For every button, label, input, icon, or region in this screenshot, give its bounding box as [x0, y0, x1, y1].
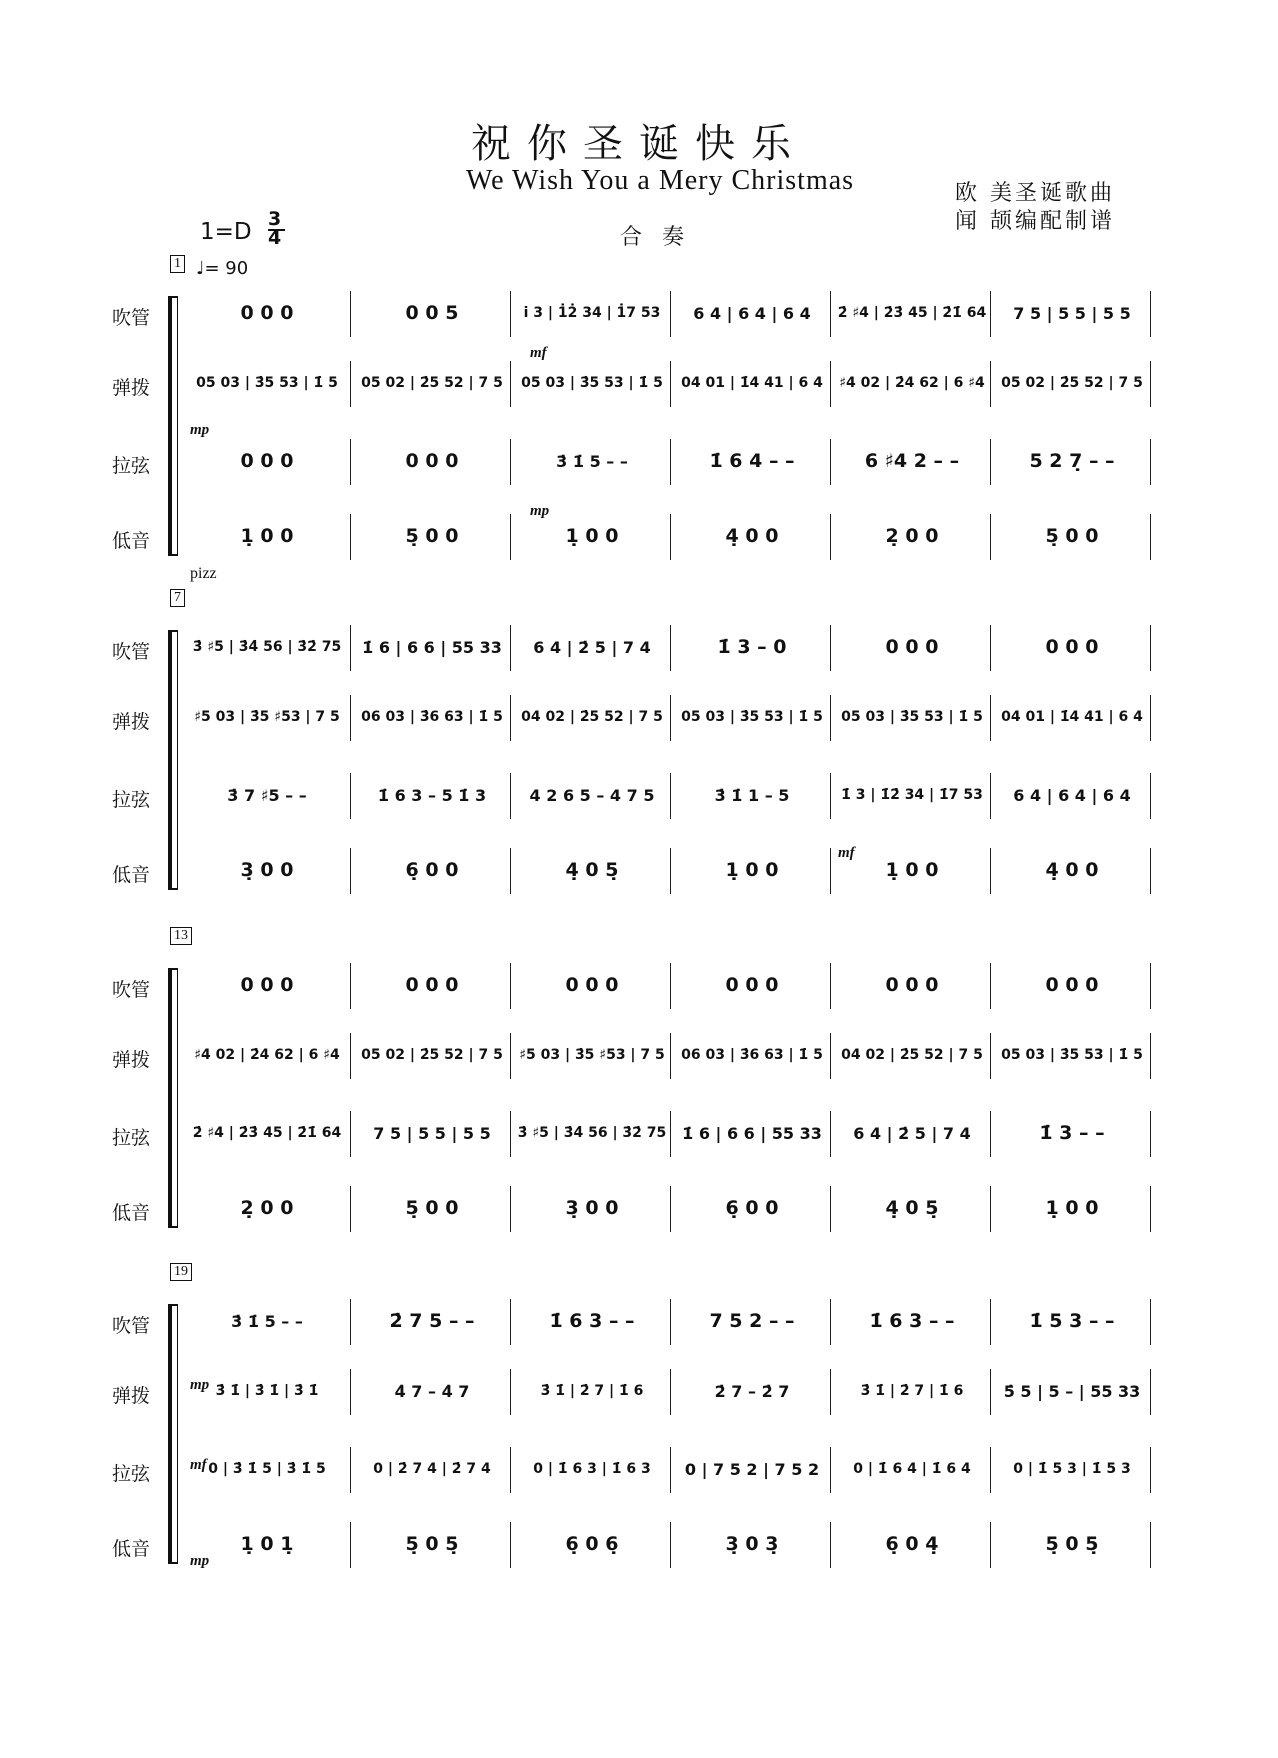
- barline: [990, 1186, 991, 1232]
- measure-notes: 2̇ ♯4 | 2̇3̇ 45 | 2̇1̇ 64: [837, 305, 987, 321]
- barline: [510, 625, 511, 671]
- measure-notes: 0 0 0: [405, 974, 459, 996]
- measure-notes: 0 | 2̇ 7 4 | 2̇ 7 4: [373, 1461, 491, 1477]
- time-signature: [268, 210, 281, 248]
- barline: [990, 1522, 991, 1568]
- measure-notes: 1̇ 6 3 – –: [869, 1310, 955, 1332]
- measure-notes: ♯5 03 | 3̇5 ♯53 | 7 5: [519, 1047, 665, 1063]
- barline: [510, 1369, 511, 1415]
- instrument-label: 低音: [112, 1538, 151, 1560]
- barline: [510, 1447, 511, 1493]
- instrument-label: 拉弦: [112, 789, 151, 811]
- barline: [1150, 1369, 1151, 1415]
- barline: [1150, 695, 1151, 741]
- measure-notes: 0 | 1̇ 5 3 | 1̇ 5 3: [1013, 1461, 1131, 1477]
- measure-notes: i̇ 3 | 1̇2̇ 34 | 1̇7 53: [523, 305, 661, 321]
- barline: [990, 773, 991, 819]
- barline: [670, 1186, 671, 1232]
- barline: [350, 773, 351, 819]
- dynamic-marking: mp: [530, 503, 550, 519]
- rehearsal-mark: 1: [170, 255, 185, 273]
- measure-notes: 6 4 | 6 4 | 6 4: [1013, 786, 1131, 805]
- barline: [830, 1447, 831, 1493]
- measure-notes: 1̣ 0 0: [885, 859, 939, 881]
- instrument-label: 拉弦: [112, 1127, 151, 1149]
- rehearsal-mark: 13: [170, 927, 192, 945]
- measure-notes: 2̣ 0 0: [885, 525, 939, 547]
- barline: [670, 439, 671, 485]
- measure-notes: 0 0 0: [240, 974, 294, 996]
- barline: [1150, 361, 1151, 407]
- barline: [350, 361, 351, 407]
- measure-notes: 04 02 | 2̇5 52 | 7 5: [841, 1047, 983, 1063]
- barline: [510, 1033, 511, 1079]
- measure-notes: 6̣ 0 0: [405, 859, 459, 881]
- measure-notes: 1̣ 0 0: [1045, 1197, 1099, 1219]
- measure-notes: 5̣ 0 5̣: [405, 1533, 459, 1555]
- measure-notes: 2̣ 0 0: [240, 1197, 294, 1219]
- barline: [830, 963, 831, 1009]
- barline: [1150, 625, 1151, 671]
- barline: [1150, 1186, 1151, 1232]
- measure-notes: 1̇ 3 | 1̇2̇ 34 | 1̇7 53: [841, 787, 983, 803]
- measure-notes: 6 4 | 2̇ 5 | 7 4: [853, 1124, 971, 1143]
- barline: [670, 1033, 671, 1079]
- barline: [510, 848, 511, 894]
- measure-notes: 05 03 | 3̇5 53 | 1̇ 5: [1001, 1047, 1143, 1063]
- barline: [510, 695, 511, 741]
- measure-notes: 5 2 7̣ – –: [1029, 450, 1115, 472]
- measure-notes: 4̣ 0 0: [725, 525, 779, 547]
- barline: [350, 291, 351, 337]
- measure-notes: 2̇ ♯4 | 2̇3̇ 45 | 2̇1̇ 64: [192, 1125, 342, 1141]
- system-bracket-inner: [177, 296, 178, 556]
- measure-notes: 6 ♯4 2 – –: [864, 450, 960, 472]
- measure-notes: 6̣ 0 0: [725, 1197, 779, 1219]
- measure-notes: 6 4 | 2̇ 5 | 7 4: [533, 638, 651, 657]
- key-signature: 1=D: [200, 219, 252, 245]
- credit-arranger: 闻 颉编配制谱: [955, 209, 1115, 234]
- barline: [830, 1111, 831, 1157]
- measure-notes: 4̣ 0 0: [1045, 859, 1099, 881]
- barline: [990, 1033, 991, 1079]
- barline: [350, 695, 351, 741]
- barline: [510, 1522, 511, 1568]
- measure-notes: 5̣ 0 5̣: [1045, 1533, 1099, 1555]
- instrument-label: 弹拨: [112, 1385, 151, 1407]
- system-bracket-inner: [177, 1304, 178, 1564]
- measure-notes: 3̇ ♯5 | 3̇4̇ 56 | 3̇2̇ 75: [517, 1125, 667, 1141]
- measure-notes: 04 01 | 1̇4 41 | 6 4: [1001, 709, 1143, 725]
- measure-notes: 3̇ 1̇ | 3̇ 1̇ | 3̇ 1̇: [215, 1383, 319, 1399]
- barline: [1150, 439, 1151, 485]
- measure-notes: 1̣ 0 0: [565, 525, 619, 547]
- time-denominator: 4: [268, 227, 282, 249]
- barline: [670, 361, 671, 407]
- barline: [670, 1111, 671, 1157]
- barline: [1150, 1033, 1151, 1079]
- barline: [350, 439, 351, 485]
- measure-notes: 05 03 | 3̇5 53 | 1̇ 5: [521, 375, 663, 391]
- dynamic-marking: mp: [190, 1553, 210, 1569]
- measure-notes: 1̇ 6 | 6 6 | 55 33: [682, 1124, 822, 1143]
- measure-notes: 7 5 | 5 5 | 5 5: [373, 1124, 491, 1143]
- barline: [830, 625, 831, 671]
- measure-notes: 3̇ 1̇ 5 – –: [556, 452, 628, 471]
- measure-notes: 7 5 2 – –: [709, 1310, 795, 1332]
- barline: [670, 291, 671, 337]
- measure-notes: 3̇ ♯5 | 3̇4̇ 56 | 3̇2̇ 75: [192, 639, 342, 655]
- measure-notes: 4 2 6 5 – 4 7 5: [529, 786, 655, 805]
- measure-notes: 05 03 | 3̇5 53 | 1̇ 5: [841, 709, 983, 725]
- barline: [350, 1369, 351, 1415]
- barline: [670, 514, 671, 560]
- measure-notes: 3̇ 1̇ | 2̇ 7 | 1̇ 6: [860, 1383, 964, 1399]
- measure-notes: 4̣ 0 5̣: [885, 1197, 939, 1219]
- tempo-marking: ♩= 90: [196, 258, 249, 279]
- barline: [1150, 514, 1151, 560]
- measure-notes: 0 | 3̇ 1̇ 5 | 3̇ 1̇ 5: [208, 1461, 326, 1477]
- barline: [350, 1447, 351, 1493]
- measure-notes: 3̇ 1̇ | 2̇ 7 | 1̇ 6: [540, 1383, 644, 1399]
- measure-notes: 3̇ 1̇ 1 – 5: [714, 786, 790, 805]
- instrument-label: 拉弦: [112, 455, 151, 477]
- barline: [990, 695, 991, 741]
- barline: [350, 1111, 351, 1157]
- barline: [670, 625, 671, 671]
- barline: [350, 1186, 351, 1232]
- barline: [510, 1111, 511, 1157]
- barline: [830, 291, 831, 337]
- measure-notes: 05 02 | 2̇5 52 | 7 5: [361, 1047, 503, 1063]
- measure-notes: 0 | 7 5 2 | 7 5 2: [684, 1460, 820, 1479]
- barline: [990, 625, 991, 671]
- measure-notes: 1̇ 6 | 6 6 | 55 33: [362, 638, 502, 657]
- measure-notes: 1̇ 3 – –: [1039, 1122, 1105, 1144]
- barline: [1150, 963, 1151, 1009]
- barline: [830, 848, 831, 894]
- measure-notes: 4̣ 0 5̣: [565, 859, 619, 881]
- measure-notes: 6̣ 0 6̣: [565, 1533, 619, 1555]
- dynamic-marking: mf: [530, 345, 547, 361]
- barline: [670, 848, 671, 894]
- measure-notes: 5̣ 0 0: [405, 525, 459, 547]
- measure-notes: ♯4 02 | 2̇4 62 | 6 ♯4: [839, 375, 985, 391]
- measure-notes: 1̇ 6 3 – –: [549, 1310, 635, 1332]
- barline: [830, 1369, 831, 1415]
- rehearsal-mark: 7: [170, 589, 185, 607]
- instrument-label: 弹拨: [112, 1049, 151, 1071]
- measure-notes: 3̣ 0 3̣: [725, 1533, 779, 1555]
- instrument-label: 弹拨: [112, 711, 151, 733]
- measure-notes: 0 0 5: [405, 302, 459, 324]
- measure-notes: 4̇ 7 – 4̇ 7: [394, 1382, 470, 1401]
- dynamic-marking: mp: [190, 422, 210, 438]
- system-bracket-inner: [177, 630, 178, 890]
- measure-notes: 0 0 0: [565, 974, 619, 996]
- barline: [990, 361, 991, 407]
- barline: [510, 773, 511, 819]
- title-english: We Wish You a Mery Christmas: [465, 165, 855, 196]
- measure-notes: 0 0 0: [240, 450, 294, 472]
- measure-notes: 1̣ 0 1̣: [240, 1533, 294, 1555]
- measure-notes: 06 03 | 3̇6 63 | 1̇ 5: [361, 709, 503, 725]
- measure-notes: 04 02 | 2̇5 52 | 7 5: [521, 709, 663, 725]
- measure-notes: 0 | 1̇ 6 4 | 1̇ 6 4: [853, 1461, 971, 1477]
- measure-notes: 5̣ 0 0: [1045, 525, 1099, 547]
- barline: [990, 1299, 991, 1345]
- measure-notes: 5̇ 5 | 5 – | 55 33: [1003, 1382, 1141, 1401]
- barline: [350, 1522, 351, 1568]
- barline: [830, 1186, 831, 1232]
- measure-notes: 1̇ 3 – 0: [717, 636, 787, 658]
- barline: [1150, 1447, 1151, 1493]
- barline: [510, 963, 511, 1009]
- measure-notes: 0 0 0: [1045, 636, 1099, 658]
- barline: [830, 361, 831, 407]
- measure-notes: 5̣ 0 0: [405, 1197, 459, 1219]
- measure-notes: 0 0 0: [885, 974, 939, 996]
- system-bracket-inner: [177, 968, 178, 1228]
- measure-notes: 1̣ 0 0: [240, 525, 294, 547]
- barline: [830, 1299, 831, 1345]
- instrument-label: 弹拨: [112, 377, 151, 399]
- dynamic-marking: mf: [190, 1457, 207, 1473]
- barline: [510, 1186, 511, 1232]
- barline: [830, 439, 831, 485]
- barline: [670, 1447, 671, 1493]
- barline: [1150, 291, 1151, 337]
- measure-notes: 0 0 0: [405, 450, 459, 472]
- barline: [1150, 1522, 1151, 1568]
- barline: [990, 848, 991, 894]
- measure-notes: 05 03 | 3̇5 53 | 1̇ 5: [681, 709, 823, 725]
- measure-notes: 0 0 0: [240, 302, 294, 324]
- instrument-label: 吹管: [112, 307, 151, 329]
- barline: [1150, 848, 1151, 894]
- barline: [350, 1033, 351, 1079]
- credit-origin: 欧 美圣诞歌曲: [955, 181, 1115, 206]
- instrument-label: 低音: [112, 530, 151, 552]
- measure-notes: 1̇ 6 4 – –: [709, 450, 795, 472]
- instrument-label: 吹管: [112, 979, 151, 1001]
- measure-notes: 05 02 | 2̇5 52 | 7 5: [361, 375, 503, 391]
- barline: [670, 695, 671, 741]
- instrument-label: 拉弦: [112, 1463, 151, 1485]
- subtitle-ensemble: 合奏: [620, 225, 705, 250]
- barline: [830, 514, 831, 560]
- barline: [990, 291, 991, 337]
- barline: [990, 1447, 991, 1493]
- measure-notes: 0 0 0: [725, 974, 779, 996]
- barline: [670, 1299, 671, 1345]
- barline: [990, 963, 991, 1009]
- barline: [670, 1522, 671, 1568]
- barline: [350, 963, 351, 1009]
- barline: [990, 1369, 991, 1415]
- measure-notes: 6 4 | 6 4 | 6 4: [693, 304, 811, 323]
- barline: [510, 514, 511, 560]
- dynamic-marking: mp: [190, 1377, 210, 1393]
- instrument-label: 吹管: [112, 641, 151, 663]
- barline: [1150, 773, 1151, 819]
- barline: [830, 1033, 831, 1079]
- barline: [670, 963, 671, 1009]
- barline: [830, 695, 831, 741]
- barline: [990, 439, 991, 485]
- barline: [830, 773, 831, 819]
- measure-notes: 6̣ 0 4̣: [885, 1533, 939, 1555]
- barline: [990, 514, 991, 560]
- time-numerator: 3: [268, 208, 282, 230]
- barline: [990, 1111, 991, 1157]
- measure-notes: 04 01 | 1̇4 41 | 6 4: [681, 375, 823, 391]
- barline: [350, 625, 351, 671]
- instrument-label: 吹管: [112, 1315, 151, 1337]
- measure-notes: 1̣ 0 0: [725, 859, 779, 881]
- barline: [350, 1299, 351, 1345]
- barline: [670, 773, 671, 819]
- measure-notes: 2̇ 7 – 2̇ 7: [714, 1382, 790, 1401]
- measure-notes: ♯4 02 | 2̇4 62 | 6 ♯4: [194, 1047, 340, 1063]
- barline: [350, 514, 351, 560]
- measure-notes: 05 03 | 3̇5 53 | 1̇ 5: [196, 375, 338, 391]
- measure-notes: 0 0 0: [885, 636, 939, 658]
- barline: [510, 361, 511, 407]
- instrument-label: 低音: [112, 1202, 151, 1224]
- barline: [1150, 1111, 1151, 1157]
- barline: [510, 439, 511, 485]
- barline: [830, 1522, 831, 1568]
- measure-notes: 06 03 | 3̇6 63 | 1̇ 5: [681, 1047, 823, 1063]
- measure-notes: 0 0 0: [1045, 974, 1099, 996]
- measure-notes: 1̇ 6 3 – 5 1̇ 3: [377, 786, 487, 805]
- barline: [1150, 1299, 1151, 1345]
- measure-notes: 3̇ 1̇ 5 – –: [231, 1312, 303, 1331]
- barline: [510, 291, 511, 337]
- measure-notes: 3̇ 7 ♯5 – –: [227, 786, 307, 805]
- measure-notes: 2̇ 7 5 – –: [389, 1310, 475, 1332]
- pizzicato-marking: pizz: [190, 565, 217, 582]
- dynamic-marking: mf: [838, 845, 855, 861]
- measure-notes: 1̇ 5 3 – –: [1029, 1310, 1115, 1332]
- measure-notes: 0 | 1̇ 6 3 | 1̇ 6 3: [533, 1461, 651, 1477]
- barline: [510, 1299, 511, 1345]
- measure-notes: 3̣ 0 0: [565, 1197, 619, 1219]
- measure-notes: 05 02 | 2̇5 52 | 7 5: [1001, 375, 1143, 391]
- measure-notes: 7 5 | 5 5 | 5 5: [1013, 304, 1131, 323]
- measure-notes: ♯5 03 | 3̇5 ♯53 | 7 5: [194, 709, 340, 725]
- title-chinese: 祝你圣诞快乐: [471, 121, 807, 167]
- barline: [350, 848, 351, 894]
- barline: [670, 1369, 671, 1415]
- measure-notes: 3̣ 0 0: [240, 859, 294, 881]
- rehearsal-mark: 19: [170, 1263, 192, 1281]
- instrument-label: 低音: [112, 864, 151, 886]
